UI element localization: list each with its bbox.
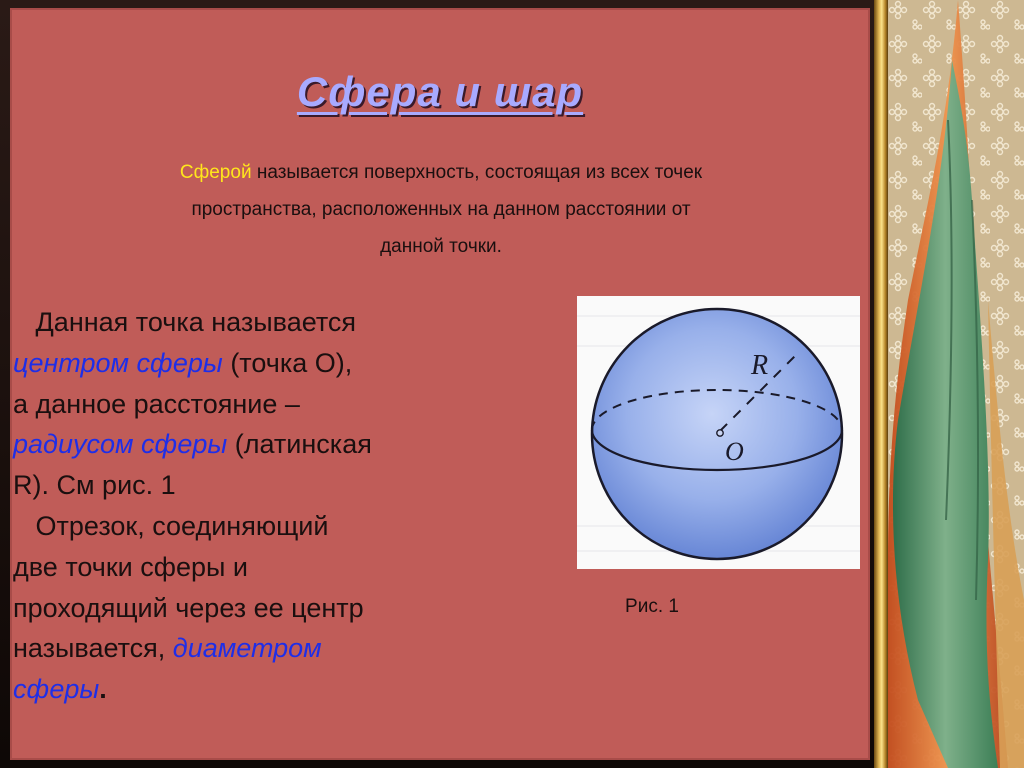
definition-line-2: пространства, расположенных на данном расстоянии от bbox=[191, 199, 691, 220]
center-point bbox=[717, 430, 723, 436]
definition-line-1: называется поверхность, состоящая из всех точек bbox=[251, 162, 703, 183]
figure-caption: Рис. 1 bbox=[625, 596, 679, 617]
body-line-8: проходящий через ее центр bbox=[13, 592, 364, 623]
sphere-figure bbox=[577, 296, 860, 569]
body-line-4-rest: (латинская bbox=[227, 429, 372, 460]
definition-paragraph bbox=[56, 154, 826, 265]
decorative-drapery bbox=[888, 0, 1024, 768]
term-sphere: Сферой bbox=[179, 162, 252, 183]
radius-label: R bbox=[751, 350, 769, 381]
body-final-period: . bbox=[99, 674, 107, 705]
sphere-diagram bbox=[577, 296, 860, 569]
body-line-1: Данная точка называется bbox=[35, 307, 357, 337]
gold-border-strip bbox=[874, 0, 888, 768]
term-diameter: диаметром bbox=[172, 633, 322, 664]
center-label: O bbox=[725, 437, 744, 466]
slide bbox=[10, 8, 870, 760]
body-line-6: Отрезок, соединяющий bbox=[35, 510, 329, 541]
term-radius: радиусом сферы bbox=[13, 429, 228, 460]
body-line-9: называется, bbox=[13, 633, 173, 664]
term-center: центром сферы bbox=[13, 347, 223, 378]
decorative-side-panel bbox=[888, 0, 1024, 768]
definition-line-3: данной точки. bbox=[380, 236, 502, 257]
body-line-7: две точки сферы и bbox=[13, 551, 248, 582]
body-paragraph bbox=[13, 302, 533, 710]
slide-title: Сфера и шар bbox=[296, 68, 584, 115]
term-diameter-2: сферы bbox=[13, 674, 100, 705]
body-line-5: R). См рис. 1 bbox=[13, 470, 176, 501]
body-line-3: а данное расстояние – bbox=[13, 388, 300, 419]
body-line-2-rest: (точка О), bbox=[222, 347, 353, 378]
